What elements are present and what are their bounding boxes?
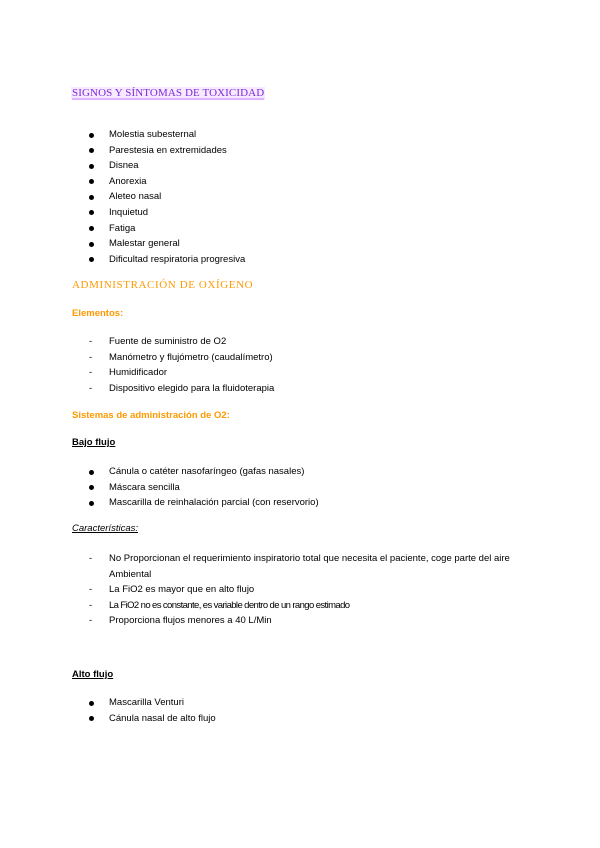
elements-list	[89, 334, 274, 396]
list-item: Cánula o catéter nasofaríngeo (gafas nasales)	[89, 464, 319, 480]
systems-label: Sistemas de administración de O2:	[72, 410, 230, 421]
elements-label: Elementos:	[72, 308, 124, 319]
oxygen-admin-heading: ADMINISTRACIÓN DE OXÍGENO	[72, 279, 254, 291]
low-flow-label: Bajo flujo	[72, 437, 116, 448]
list-item: Disnea	[89, 158, 245, 174]
characteristics-list	[89, 551, 521, 629]
list-item: Molestia subesternal	[89, 127, 245, 143]
list-item: Aleteo nasal	[89, 189, 245, 205]
list-item: Dificultad respiratoria progresiva	[89, 252, 245, 268]
list-item: Fatiga	[89, 221, 245, 237]
list-item: - Dispositivo elegido para la fluidoterapia	[89, 381, 274, 397]
list-item: - No Proporcionan el requerimiento inspiratorio total que necesita el paciente, coge parte del aire Ambiental	[89, 551, 521, 582]
list-item: Parestesia en extremidades	[89, 143, 245, 159]
toxicity-heading-text: SIGNOS Y SÍNTOMAS DE TOXICIDAD	[72, 87, 265, 99]
list-item: Malestar general	[89, 236, 245, 252]
high-flow-list	[89, 695, 216, 726]
list-item: Anorexia	[89, 174, 245, 190]
list-item: - La FiO2 no es constante, es variable dentro de un rango estimado	[89, 598, 521, 614]
toxicity-symptom-list	[89, 127, 245, 267]
characteristics-label: Características:	[72, 523, 138, 534]
list-item: Inquietud	[89, 205, 245, 221]
list-item: Cánula nasal de alto flujo	[89, 711, 216, 727]
list-item: - Humidificador	[89, 365, 274, 381]
toxicity-heading	[71, 87, 265, 99]
list-item: Mascarilla de reinhalación parcial (con reservorio)	[89, 495, 319, 511]
list-item: Mascarilla Venturi	[89, 695, 216, 711]
high-flow-label: Alto flujo	[72, 669, 114, 680]
list-item: - Manómetro y flujómetro (caudalímetro)	[89, 350, 274, 366]
list-item: Máscara sencilla	[89, 480, 319, 496]
low-flow-list	[89, 464, 319, 511]
list-item: - Proporciona flujos menores a 40 L/Min	[89, 613, 521, 629]
list-item: - La FiO2 es mayor que en alto flujo	[89, 582, 521, 598]
list-item: - Fuente de suministro de O2	[89, 334, 274, 350]
